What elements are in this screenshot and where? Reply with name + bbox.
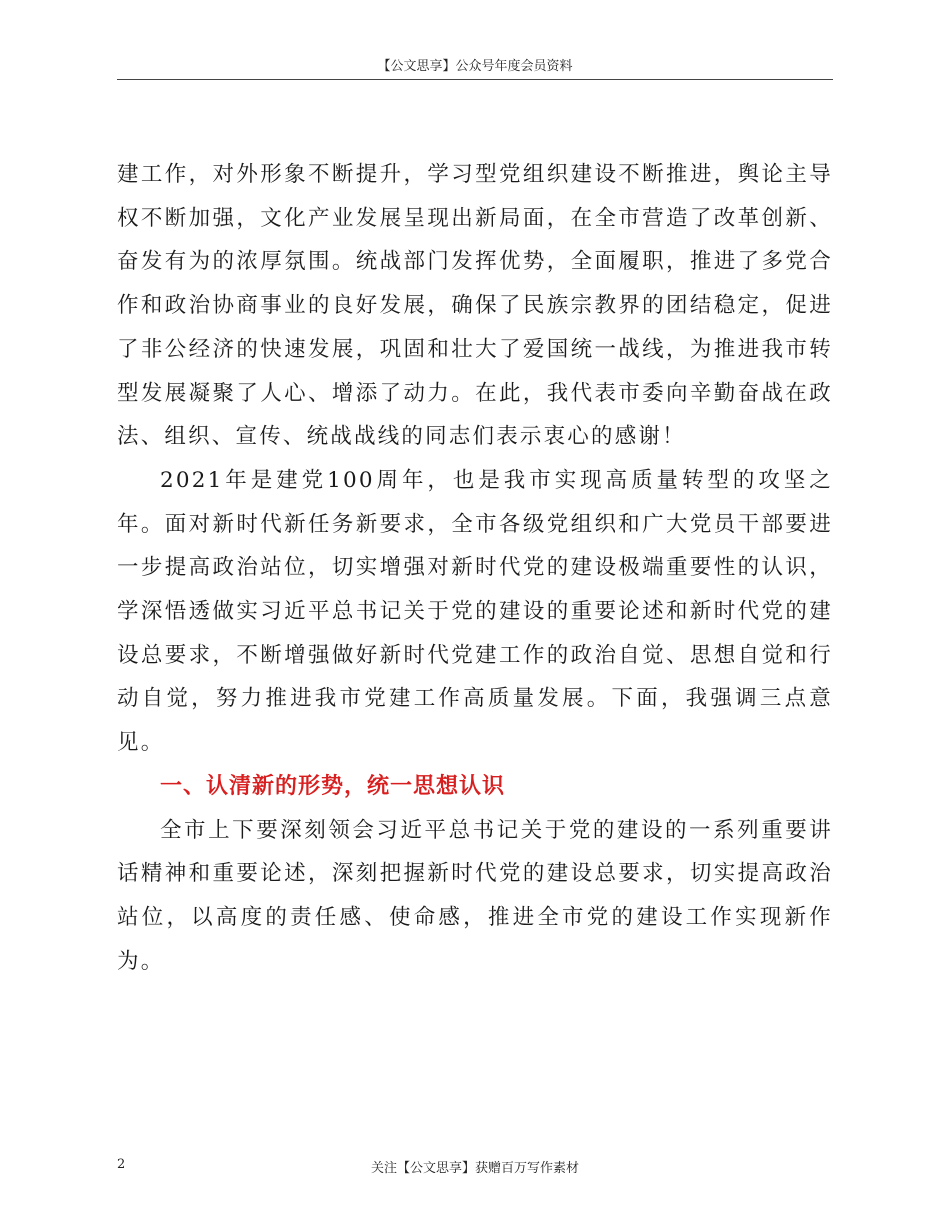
paragraph-2021: 2021年是建党100周年，也是我市实现高质量转型的攻坚之年。面对新时代新任务新要求，全市各级党组织和广大党员干部要进一步提高政治站位，切实增强对新时代党的建设极端重要性的认识，学深悟透做实习近平总书记关于党的建设的重要论述和新时代党的建设总要求，不断增强做好新时代党建工作的政治自觉、思想自觉和行动自觉，努力推进我市党建工作高质量发展。下面，我强调三点意见。 (117, 467, 833, 756)
document-body (117, 153, 833, 983)
page-header: 【公文思享】公众号年度会员资料 (377, 59, 573, 74)
page-footer: 关注【公文思享】获赠百万写作素材 (370, 1161, 579, 1176)
paragraph-continuation: 建工作，对外形象不断提升，学习型党组织建设不断推进，舆论主导权不断加强，文化产业发展呈现出新局面，在全市营造了改革创新、奋发有为的浓厚氛围。统战部门发挥优势，全面履职，推进了多党合作和政治协商事业的良好发展，确保了民族宗教界的团结稳定，促进了非公经济的快速发展，巩固和壮大了爱国统一战线，为推进我市转型发展凝聚了人心、增添了动力。在此，我代表市委向辛勤奋战在政法、组织、宣传、统战战线的同志们表示衷心的感谢！ (117, 162, 833, 450)
page-number: 2 (117, 1157, 126, 1172)
section-heading: 一、认清新的形势，统一思想认识 (160, 773, 506, 799)
paragraph-section-one: 全市上下要深刻领会习近平总书记关于党的建设的一系列重要讲话精神和重要论述，深刻把握新时代党的建设总要求，切实提高政治站位，以高度的责任感、使命感，推进全市党的建设工作实现新作为。 (117, 817, 833, 974)
header-divider (117, 79, 833, 80)
